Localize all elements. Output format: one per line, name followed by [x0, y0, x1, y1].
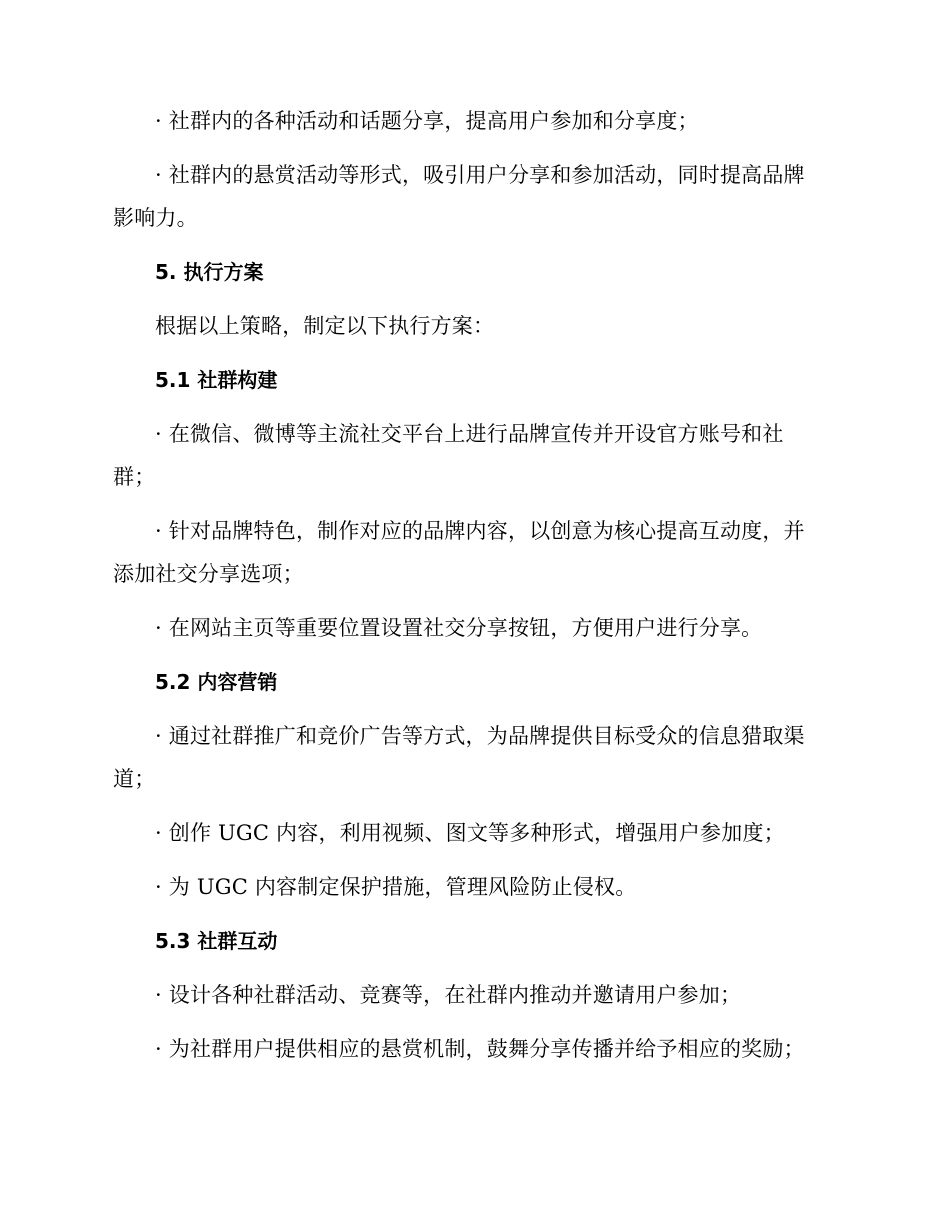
bullet-reward-mechanism: · 为社群用户提供相应的悬赏机制，鼓舞分享传播并给予相应的奖励；	[155, 1037, 805, 1061]
bullet-activities-topics: · 社群内的各种活动和话题分享，提高用户参加和分享度；	[155, 109, 699, 133]
bullet-reward-activities: · 社群内的悬赏活动等形式，吸引用户分享和参加活动，同时提高品牌影响力。	[113, 163, 805, 230]
bullet-promotion-channels: · 通过社群推广和竞价广告等方式，为品牌提供目标受众的信息猎取渠道；	[113, 724, 805, 791]
heading-5-1-community-building: 5.1 社群构建	[155, 368, 278, 392]
document-page	[113, 100, 825, 1082]
bullet-community-events: · 设计各种社群活动、竞赛等，在社群内推动并邀请用户参加；	[155, 983, 742, 1007]
heading-5-execution-plan: 5. 执行方案	[155, 260, 264, 284]
bullet-brand-content: · 针对品牌特色，制作对应的品牌内容，以创意为核心提高互动度，并添加社交分享选项；	[113, 519, 805, 586]
heading-5-2-content-marketing: 5.2 内容营销	[155, 670, 278, 694]
heading-5-3-community-interaction: 5.3 社群互动	[155, 929, 278, 953]
intro-execution-plan: 根据以上策略，制定以下执行方案：	[155, 314, 495, 338]
bullet-ugc-protection: · 为 UGC 内容制定保护措施，管理风险防止侵权。	[155, 875, 637, 899]
bullet-share-buttons: · 在网站主页等重要位置设置社交分享按钮，方便用户进行分享。	[155, 616, 763, 640]
bullet-ugc-creation: · 创作 UGC 内容，利用视频、图文等多种形式，增强用户参加度；	[155, 821, 785, 845]
bullet-official-accounts: · 在微信、微博等主流社交平台上进行品牌宣传并开设官方账号和社群；	[113, 422, 784, 489]
